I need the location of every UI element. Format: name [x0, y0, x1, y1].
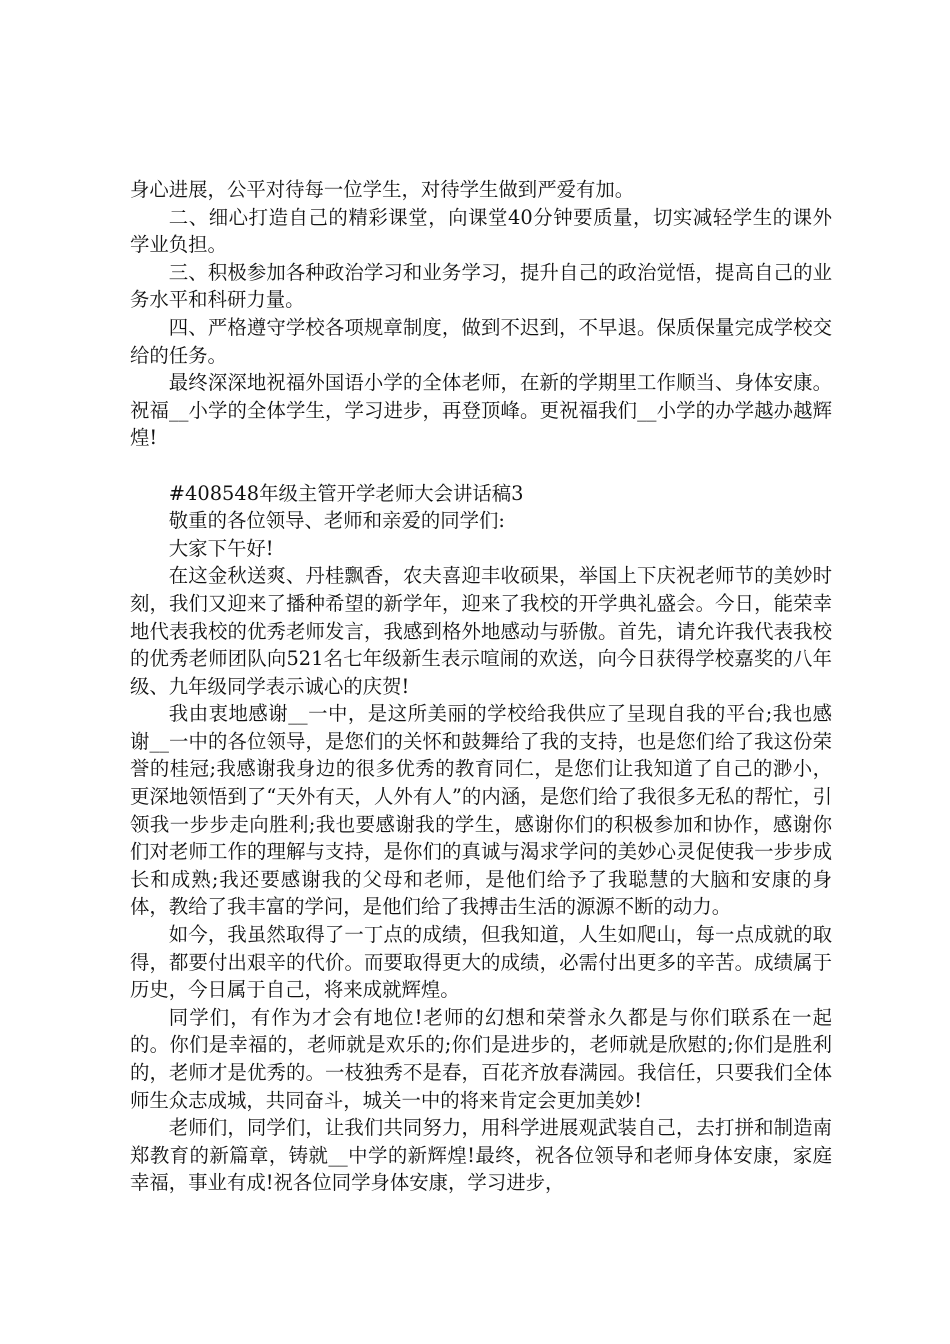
paragraph-gratitude: 我由衷地感谢__一中，是这所美丽的学校给我供应了呈现自我的平台;我也感谢__一中的各位领导，是您们的关怀和鼓舞给了我的支持，也是您们给了我这份荣誉的桂冠;我感谢我身边的很多优秀的教育同仁，是您们让我知道了自己的渺小，更深地领悟到了“天外有天，人外有人”的内涵，是您们给了我很多无私的帮忙，引领我一步步走向胜利;我也要感谢我的学生，感谢你们的积极参加和协作，感谢你们对老师工作的理解与支持，是你们的真诚与渴求学问的美妙心灵促使我一步步成长和成熟;我还要感谢我的父母和老师，是他们给予了我聪慧的大脑和安康的身体，教给了我丰富的学问，是他们给了我搏击生活的源源不断的动力。 — [130, 702, 832, 919]
paragraph-students: 同学们，有作为才会有地位!老师的幻想和荣誉永久都是与你们联系在一起的。你们是幸福的，老师就是欢乐的;你们是进步的，老师就是欣慰的;你们是胜利的，老师才是优秀的。一枝独秀不是春，百花齐放春满园。我信任，只要我们全体师生众志成城，共同奋斗，城关一中的将来肯定会更加美妙! — [130, 1005, 832, 1112]
paragraph-achievement: 如今，我虽然取得了一丁点的成绩，但我知道，人生如爬山，每一点成就的取得，都要付出艰辛的代价。而要取得更大的成绩，必需付出更多的辛苦。成绩属于历史，今日属于自己，将来成就辉煌。 — [130, 923, 832, 1002]
section-title: #408548年级主管开学老师大会讲话稿3 — [168, 481, 524, 505]
greeting: 大家下午好! — [168, 536, 274, 560]
document-page — [130, 176, 832, 1197]
section-spacer — [130, 452, 832, 480]
salutation: 敬重的各位领导、老师和亲爱的同学们: — [168, 509, 505, 533]
paragraph-continuation: 身心进展，公平对待每一位学生，对待学生做到严爱有加。 — [130, 178, 635, 201]
paragraph-item-4: 四、严格遵守学校各项规章制度，做到不迟到，不早退。保质保量完成学校交给的任务。 — [130, 315, 832, 367]
paragraph-item-2: 二、细心打造自己的精彩课堂，向课堂40分钟要质量，切实减轻学生的课外学业负担。 — [130, 205, 832, 257]
paragraph-conclusion: 老师们，同学们，让我们共同努力，用科学进展观武装自己，去打拼和制造南郑教育的新篇章，铸就__中学的新辉煌!最终，祝各位领导和老师身体安康，家庭幸福，事业有成!祝各位同学身体安康，学习进步， — [130, 1116, 832, 1195]
paragraph-item-3: 三、积极参加各种政治学习和业务学习，提升自己的政治觉悟，提高自己的业务水平和科研力量。 — [130, 260, 832, 312]
paragraph-closing-wish: 最终深深地祝福外国语小学的全体老师，在新的学期里工作顺当、身体安康。祝福__小学的全体学生，学习进步，再登顶峰。更祝福我们__小学的办学越办越辉煌! — [130, 371, 832, 450]
paragraph-opening: 在这金秋送爽、丹桂飘香，农夫喜迎丰收硕果，举国上下庆祝老师节的美妙时刻，我们又迎来了播种希望的新学年，迎来了我校的开学典礼盛会。今日，能荣幸地代表我校的优秀老师发言，我感到格外地感动与骄傲。首先，请允许我代表我校的优秀老师团队向521名七年级新生表示喧闹的欢送，向今日获得学校嘉奖的八年级、九年级同学表示诚心的庆贺! — [130, 564, 832, 698]
